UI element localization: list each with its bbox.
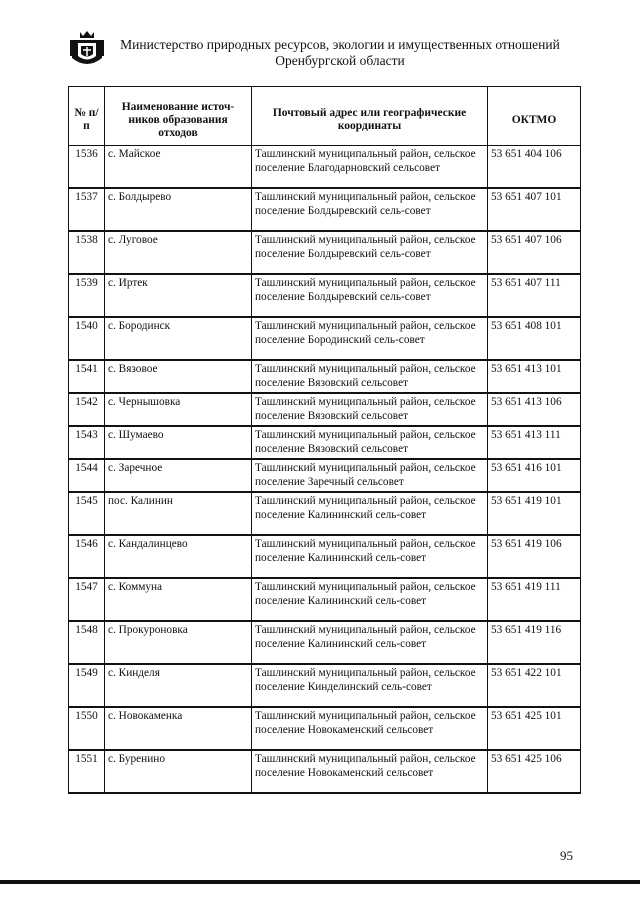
- row-number-cell: 1551: [69, 750, 105, 793]
- address-cell: Ташлинский муниципальный район, сельское поселение Заречный сельсовет: [252, 459, 488, 492]
- row-number-cell: 1539: [69, 274, 105, 317]
- oktmo-cell: 53 651 419 111: [488, 578, 581, 621]
- oktmo-cell: 53 651 407 111: [488, 274, 581, 317]
- address-cell: Ташлинский муниципальный район, сельское поселение Вязовский сельсовет: [252, 426, 488, 459]
- document-header: [110, 37, 570, 69]
- address-cell: Ташлинский муниципальный район, сельское поселение Болдыревский сель-совет: [252, 188, 488, 231]
- page-number: 95: [560, 848, 573, 863]
- address-cell: Ташлинский муниципальный район, сельское поселение Благодарновский сельсовет: [252, 146, 488, 189]
- oktmo-cell: 53 651 407 106: [488, 231, 581, 274]
- oktmo-cell: 53 651 419 116: [488, 621, 581, 664]
- table-row: [69, 664, 581, 707]
- ministry-name: Министерство природных ресурсов, экологии и имущественных отношений: [120, 37, 560, 52]
- column-header-oktmo: ОКТМО: [488, 87, 581, 146]
- table-row: [69, 707, 581, 750]
- row-number-cell: 1543: [69, 426, 105, 459]
- source-name-cell: с. Чернышовка: [105, 393, 252, 426]
- table-row: [69, 231, 581, 274]
- source-name-cell: с. Заречное: [105, 459, 252, 492]
- table-row: [69, 492, 581, 535]
- source-name-cell: с. Кинделя: [105, 664, 252, 707]
- oktmo-cell: 53 651 419 106: [488, 535, 581, 578]
- oktmo-cell: 53 651 404 106: [488, 146, 581, 189]
- source-name-cell: с. Шумаево: [105, 426, 252, 459]
- source-name-cell: с. Луговое: [105, 231, 252, 274]
- table-row: [69, 146, 581, 189]
- row-number-cell: 1538: [69, 231, 105, 274]
- bottom-divider: [0, 880, 640, 884]
- table-row: [69, 274, 581, 317]
- table-row: [69, 621, 581, 664]
- source-name-cell: с. Прокуроновка: [105, 621, 252, 664]
- address-cell: Ташлинский муниципальный район, сельское поселение Болдыревский сель-совет: [252, 231, 488, 274]
- table-row: [69, 459, 581, 492]
- table-row: [69, 188, 581, 231]
- table-row: [69, 360, 581, 393]
- row-number-cell: 1549: [69, 664, 105, 707]
- source-name-cell: с. Болдырево: [105, 188, 252, 231]
- row-number-cell: 1542: [69, 393, 105, 426]
- oktmo-cell: 53 651 419 101: [488, 492, 581, 535]
- row-number-cell: 1537: [69, 188, 105, 231]
- table-row: [69, 535, 581, 578]
- table-row: [69, 426, 581, 459]
- table-row: [69, 317, 581, 360]
- oktmo-cell: 53 651 413 111: [488, 426, 581, 459]
- address-cell: Ташлинский муниципальный район, сельское поселение Новокаменский сельсовет: [252, 707, 488, 750]
- oktmo-cell: 53 651 407 101: [488, 188, 581, 231]
- source-name-cell: с. Майское: [105, 146, 252, 189]
- row-number-cell: 1548: [69, 621, 105, 664]
- source-name-cell: с. Вязовое: [105, 360, 252, 393]
- column-header-address: Почтовый адрес или географические координаты: [252, 87, 488, 146]
- oktmo-cell: 53 651 408 101: [488, 317, 581, 360]
- row-number-cell: 1550: [69, 707, 105, 750]
- source-name-cell: с. Новокаменка: [105, 707, 252, 750]
- address-cell: Ташлинский муниципальный район, сельское поселение Калининский сель-совет: [252, 578, 488, 621]
- oktmo-cell: 53 651 413 106: [488, 393, 581, 426]
- source-name-cell: с. Иртек: [105, 274, 252, 317]
- address-cell: Ташлинский муниципальный район, сельское поселение Вязовский сельсовет: [252, 393, 488, 426]
- source-name-cell: с. Буренино: [105, 750, 252, 793]
- source-name-cell: пос. Калинин: [105, 492, 252, 535]
- oktmo-cell: 53 651 422 101: [488, 664, 581, 707]
- row-number-cell: 1536: [69, 146, 105, 189]
- column-header-number: № п/п: [69, 87, 105, 146]
- table-row: [69, 578, 581, 621]
- address-cell: Ташлинский муниципальный район, сельское поселение Болдыревский сель-совет: [252, 274, 488, 317]
- waste-sources-table: [68, 86, 581, 794]
- address-cell: Ташлинский муниципальный район, сельское поселение Калининский сель-совет: [252, 492, 488, 535]
- table-row: [69, 750, 581, 793]
- address-cell: Ташлинский муниципальный район, сельское поселение Калининский сель-совет: [252, 621, 488, 664]
- region-name: Оренбургской области: [275, 53, 405, 68]
- address-cell: Ташлинский муниципальный район, сельское поселение Кинделинский сель-совет: [252, 664, 488, 707]
- row-number-cell: 1547: [69, 578, 105, 621]
- oktmo-cell: 53 651 425 106: [488, 750, 581, 793]
- row-number-cell: 1541: [69, 360, 105, 393]
- table-header-row: [69, 87, 581, 146]
- column-header-source-name: Наименование источ-ников образования отходов: [105, 87, 252, 146]
- row-number-cell: 1540: [69, 317, 105, 360]
- row-number-cell: 1546: [69, 535, 105, 578]
- address-cell: Ташлинский муниципальный район, сельское поселение Новокаменский сельсовет: [252, 750, 488, 793]
- table-row: [69, 393, 581, 426]
- oktmo-cell: 53 651 413 101: [488, 360, 581, 393]
- row-number-cell: 1545: [69, 492, 105, 535]
- address-cell: Ташлинский муниципальный район, сельское поселение Калининский сель-совет: [252, 535, 488, 578]
- source-name-cell: с. Бородинск: [105, 317, 252, 360]
- oktmo-cell: 53 651 416 101: [488, 459, 581, 492]
- address-cell: Ташлинский муниципальный район, сельское поселение Вязовский сельсовет: [252, 360, 488, 393]
- source-name-cell: с. Коммуна: [105, 578, 252, 621]
- address-cell: Ташлинский муниципальный район, сельское поселение Бородинский сель-совет: [252, 317, 488, 360]
- coat-of-arms-icon: [70, 30, 104, 68]
- oktmo-cell: 53 651 425 101: [488, 707, 581, 750]
- source-name-cell: с. Кандалинцево: [105, 535, 252, 578]
- row-number-cell: 1544: [69, 459, 105, 492]
